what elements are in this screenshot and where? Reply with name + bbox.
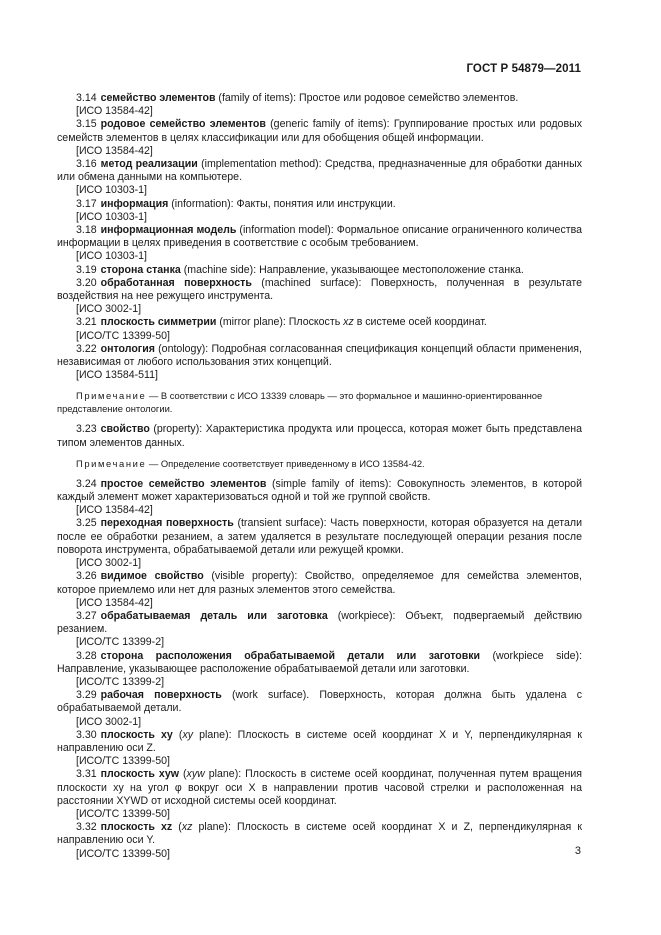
term-reference: [ИСО 13584-42] — [76, 596, 153, 609]
note-label: Примечание — [76, 390, 147, 402]
term-name: простое семейство элементов — [100, 477, 267, 490]
term-definition: (visible property): Свойство, определяемое для семейства элементов, которое приемлемо или нет для разных элементов этого семейства. — [57, 570, 583, 596]
term-number: 3.32 — [76, 821, 97, 834]
term-definition: (machined surface): Поверхность, полученная в результате воздействия на нее режущего инструмента. — [57, 276, 583, 303]
term-definition: (ontology): Подробная согласованная спецификация концепций области применения, независимая от любого использования этих концепций. — [57, 342, 582, 369]
term-definition: (property): Характеристика продукта или процесса, которая может быть представлена типом элементов данных. — [57, 423, 582, 449]
term-definition: (workpiece side): Направление, указывающее расположение обрабатываемой детали или заготовки. — [57, 649, 583, 675]
term-definition: (mirror plane): Плоскость — [216, 316, 344, 329]
note-text: Определение соответствует приведенному в ИСО 13584-42. — [160, 457, 425, 469]
term-reference: [ИСО 3002-1] — [76, 557, 142, 570]
term-name: плоскость xz — [100, 821, 173, 834]
term-name: информационная модель — [100, 224, 237, 237]
term-definition-cont: plane): Плоскость в системе осей координат X и Z, перпендикулярная к направлению оси Y. — [57, 821, 582, 847]
term-definition: (information model): Формальное описание ограниченного количества информации в целях приведения в соответствие с особым требованием. — [57, 224, 582, 250]
term-entry — [57, 729, 582, 755]
term-definition: ( — [178, 768, 187, 781]
term-reference: [ИСО 10303-1] — [76, 210, 147, 223]
term-definition: (implementation method): Средства, предназначенные для обработки данных или обмена данными на компьютере. — [57, 158, 582, 184]
term-entry — [57, 264, 582, 277]
term-definition: (work surface). Поверхность, которая должна быть удалена с обрабатываемой детали. — [57, 689, 582, 715]
term-entry — [57, 610, 582, 636]
term-entry — [57, 821, 582, 847]
term-reference: [ИСО/ТС 13399-50] — [76, 329, 170, 342]
term-definition: (transient surface): Часть поверхности, которая образуется на детали после ее обработки резанием, а затем удаляется в результате последующей операции резания после поворота инструмента, обрабатываемой детали или режущей кромки. — [57, 517, 583, 556]
term-name: свойство — [100, 423, 150, 436]
term-reference: [ИСО 13584-42] — [76, 105, 153, 118]
term-reference: [ИСО 13584-42] — [76, 504, 153, 517]
term-number: 3.25 — [76, 517, 97, 530]
term-name: сторона станка — [100, 263, 181, 276]
term-reference: [ИСО/ТС 13399-50] — [76, 807, 170, 820]
term-entry — [57, 650, 582, 676]
term-number: 3.20 — [76, 276, 97, 289]
term-name: информация — [100, 197, 169, 210]
term-italic: xz — [343, 316, 354, 329]
term-definition: (machine side): Направление, указывающее местоположение станка. — [180, 263, 524, 276]
term-name: плоскость xyw — [100, 768, 179, 781]
term-name: сторона расположения обрабатываемой детали или заготовки — [100, 649, 481, 662]
term-name: онтология — [100, 342, 155, 355]
term-reference: [ИСО 3002-1] — [76, 715, 142, 728]
term-name: видимое свойство — [100, 570, 204, 583]
term-number: 3.27 — [76, 609, 97, 622]
term-number: 3.18 — [76, 224, 97, 237]
term-entry — [57, 517, 582, 557]
term-reference: [ИСО/ТС 13399-2] — [76, 675, 165, 688]
term-italic: xz — [181, 821, 193, 834]
term-definition: (simple family of items): Совокупность элементов, в которой каждый элемент может характеризоваться одной и той же группой свойств. — [57, 477, 582, 504]
term-number: 3.21 — [76, 316, 97, 329]
term-italic: xy — [182, 728, 194, 741]
term-number: 3.26 — [76, 570, 97, 583]
term-entry — [57, 343, 582, 369]
term-number: 3.23 — [76, 423, 97, 436]
page-number: 3 — [574, 845, 581, 857]
note-label: Примечание — [76, 457, 147, 469]
term-number: 3.15 — [76, 118, 97, 131]
term-entry — [57, 689, 582, 715]
term-definition: ( — [172, 821, 182, 834]
term-definition: (information): Факты, понятия или инструкции. — [168, 197, 396, 210]
term-name: плоскость симметрии — [100, 316, 217, 329]
term-note: Примечание — В соответствии с ИСО 13339 словарь — это формальное и машинно-ориентированное представление онтологии. — [57, 390, 543, 415]
term-entry — [57, 158, 582, 184]
term-number: 3.30 — [76, 728, 97, 741]
term-entry — [57, 478, 582, 504]
term-definition: (family of items): Простое или родовое семейство элементов. — [215, 92, 519, 104]
term-entry — [57, 277, 582, 303]
term-name: плоскость xy — [100, 728, 173, 741]
term-note: Примечание — Определение соответствует приведенному в ИСО 13584-42. — [76, 457, 425, 469]
term-number: 3.17 — [76, 197, 97, 210]
term-reference: [ИСО 13584-42] — [76, 144, 153, 157]
term-definition: (generic family of items): Группирование простых или родовых семейств элементов в целях классификации или для обобщения общей информации. — [57, 118, 582, 144]
term-name: обработанная поверхность — [100, 276, 252, 289]
term-number: 3.16 — [76, 158, 97, 171]
terms-list — [57, 92, 582, 861]
term-entry — [57, 570, 582, 596]
note-text: В соответствии с ИСО 13339 словарь — это формальное и машинно-ориентированное представление онтологии. — [57, 390, 543, 415]
term-name: метод реализации — [100, 158, 198, 171]
term-name: родовое семейство элементов — [100, 118, 266, 131]
term-italic: xyw — [186, 768, 205, 781]
term-entry — [57, 92, 582, 105]
term-name: обрабатываемая деталь или заготовка — [100, 609, 328, 622]
term-entry — [57, 198, 582, 211]
term-reference: [ИСО/ТС 13399-2] — [76, 636, 165, 649]
term-reference: [ИСО/ТС 13399-50] — [76, 847, 170, 860]
term-definition: ( — [172, 728, 183, 741]
term-number: 3.31 — [76, 768, 97, 781]
term-number: 3.29 — [76, 689, 97, 702]
term-number: 3.24 — [76, 477, 97, 490]
term-number: 3.22 — [76, 342, 97, 355]
term-entry — [57, 224, 582, 250]
term-number: 3.28 — [76, 649, 97, 662]
term-name: рабочая поверхность — [100, 689, 222, 702]
term-number: 3.14 — [76, 92, 97, 104]
document-code: ГОСТ Р 54879—2011 — [466, 63, 581, 75]
term-definition-cont: в системе осей координат. — [353, 316, 487, 329]
term-entry — [57, 423, 582, 449]
term-definition-cont: plane): Плоскость в системе осей координат, полученная путем вращения плоскости xy на угол φ вокруг оси X в направлении против часовой стрелки и расположенная на расстоянии XYWD от исходной системы осей координат. — [57, 768, 583, 807]
term-name: семейство элементов — [100, 92, 216, 104]
term-definition: (workpiece): Объект, подвергаемый действию резанием. — [57, 609, 582, 636]
term-reference: [ИСО/ТС 13399-50] — [76, 755, 170, 768]
term-name: переходная поверхность — [100, 517, 234, 530]
term-reference: [ИСО 10303-1] — [76, 184, 147, 197]
term-definition-cont: plane): Плоскость в системе осей координат X и Y, перпендикулярная к направлению оси Z. — [57, 728, 582, 754]
term-entry — [57, 316, 582, 329]
term-reference: [ИСО 13584-511] — [76, 369, 158, 382]
term-number: 3.19 — [76, 263, 97, 276]
term-reference: [ИСО 10303-1] — [76, 250, 147, 263]
term-reference: [ИСО 3002-1] — [76, 303, 142, 316]
term-entry — [57, 768, 582, 808]
term-entry — [57, 118, 582, 144]
